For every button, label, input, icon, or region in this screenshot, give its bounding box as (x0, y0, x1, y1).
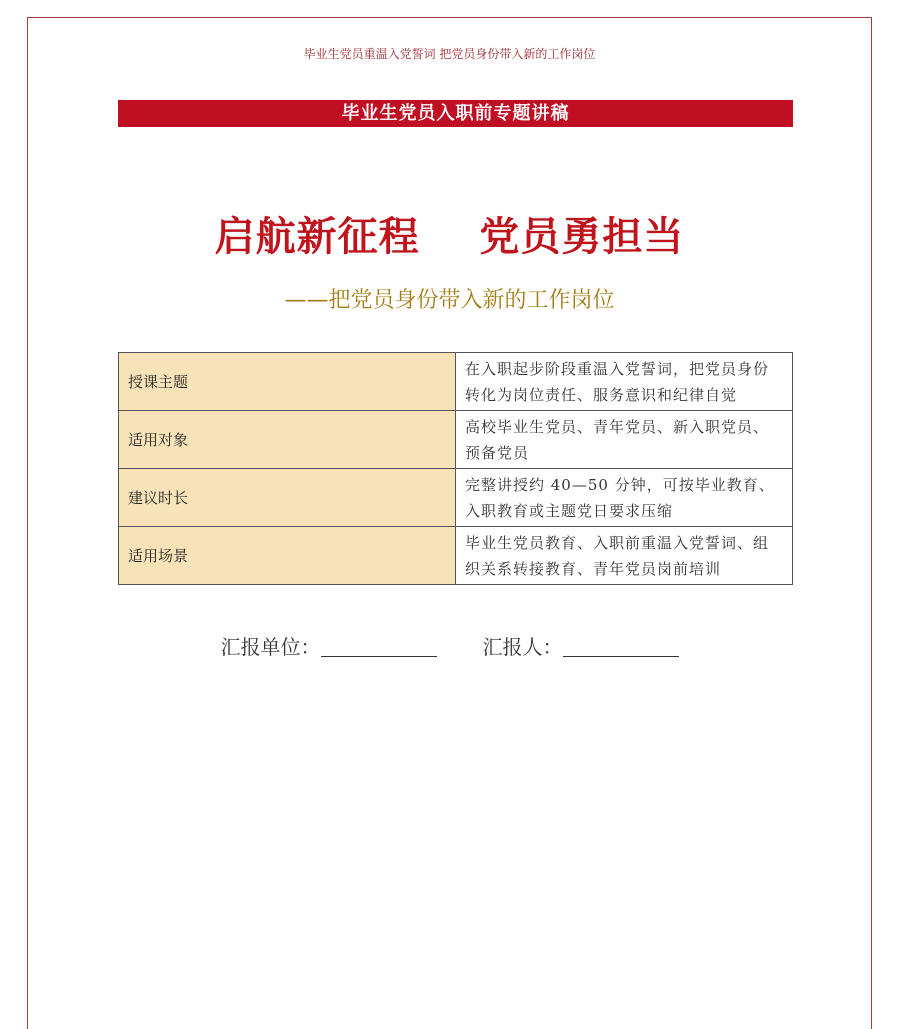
row-value: 高校毕业生党员、青年党员、新入职党员、预备党员 (456, 411, 793, 469)
reporter-label: 汇报人： (482, 635, 563, 659)
main-title: 启航新征程 党员勇担当 (214, 214, 685, 260)
row-label: 适用对象 (119, 411, 456, 469)
table-row (119, 527, 793, 585)
report-unit-blank (321, 636, 437, 657)
table-row (119, 353, 793, 411)
running-header: 毕业生党员重温入党誓词 把党员身份带入新的工作岗位 (303, 47, 596, 61)
row-label: 建议时长 (119, 469, 456, 527)
report-unit-label: 汇报单位： (220, 635, 321, 659)
document-page (27, 17, 872, 1029)
banner: 毕业生党员入职前专题讲稿 (118, 100, 793, 127)
reporter-blank (563, 636, 679, 657)
row-value: 毕业生党员教育、入职前重温入党誓词、组织关系转接教育、青年党员岗前培训 (456, 527, 793, 585)
report-footer (28, 631, 871, 660)
table-row (119, 469, 793, 527)
info-table (118, 352, 793, 585)
subtitle: ——把党员身份带入新的工作岗位 (284, 288, 615, 313)
table-row (119, 411, 793, 469)
row-value: 完整讲授约 40—50 分钟，可按毕业教育、入职教育或主题党日要求压缩 (456, 469, 793, 527)
row-label: 授课主题 (119, 353, 456, 411)
row-value: 在入职起步阶段重温入党誓词，把党员身份转化为岗位责任、服务意识和纪律自觉 (456, 353, 793, 411)
row-label: 适用场景 (119, 527, 456, 585)
